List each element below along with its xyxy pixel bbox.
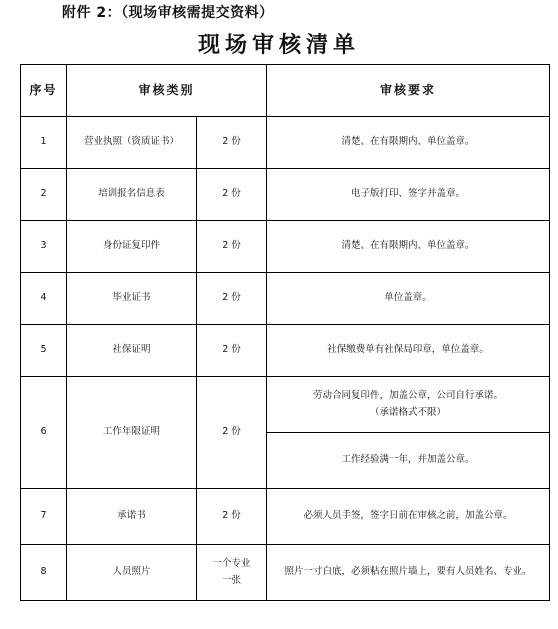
header-seq: 序号 [21,65,67,117]
table-row [21,221,550,273]
table-row [21,489,550,545]
audit-checklist-table [20,64,550,601]
row-name: 身份证复印件 [67,221,197,273]
table-row [21,325,550,377]
table-row [21,117,550,169]
table-row [21,377,550,433]
row-requirement: 照片一寸白底，必须粘在照片墙上，要有人员姓名、专业。 [267,545,550,601]
row-qty: 2 份 [197,273,267,325]
table-header-row [21,65,550,117]
row-seq: 3 [21,221,67,273]
row-seq: 6 [21,377,67,489]
row-seq: 7 [21,489,67,545]
table-row [21,169,550,221]
row-seq: 2 [21,169,67,221]
header-category: 审核类别 [67,65,267,117]
row-requirement: 必须人员手签，签字日前在审核之前，加盖公章。 [267,489,550,545]
row-qty: 2 份 [197,489,267,545]
row-name: 承诺书 [67,489,197,545]
row-seq: 1 [21,117,67,169]
row-qty: 2 份 [197,117,267,169]
row-name: 工作年限证明 [67,377,197,489]
row-seq: 5 [21,325,67,377]
row-name: 毕业证书 [67,273,197,325]
row-requirement: 工作经验满一年，并加盖公章。 [267,433,550,489]
row-requirement: 清楚、在有限期内、单位盖章。 [267,117,550,169]
row-qty: 2 份 [197,221,267,273]
attachment-label: 附件 2：（现场审核需提交资料） [62,5,274,21]
row-name: 社保证明 [67,325,197,377]
row-requirement: 单位盖章。 [267,273,550,325]
row-seq: 8 [21,545,67,601]
row-qty: 一个专业 一张 [197,545,267,601]
table-row [21,545,550,601]
table-row [21,273,550,325]
row-qty: 2 份 [197,169,267,221]
row-seq: 4 [21,273,67,325]
row-name: 营业执照（资质证书） [67,117,197,169]
row-requirement: 劳动合同复印件，加盖公章，公司自行承诺。 （承诺格式不限） [267,377,550,433]
row-requirement: 电子版打印、签字并盖章。 [267,169,550,221]
header-requirement: 审核要求 [267,65,550,117]
row-qty: 2 份 [197,377,267,489]
row-name: 培训报名信息表 [67,169,197,221]
row-name: 人员照片 [67,545,197,601]
row-qty: 2 份 [197,325,267,377]
row-requirement: 社保缴费单有社保局印章，单位盖章。 [267,325,550,377]
row-requirement: 清楚、在有限期内、单位盖章。 [267,221,550,273]
page-title: 现场审核清单 [197,32,360,58]
